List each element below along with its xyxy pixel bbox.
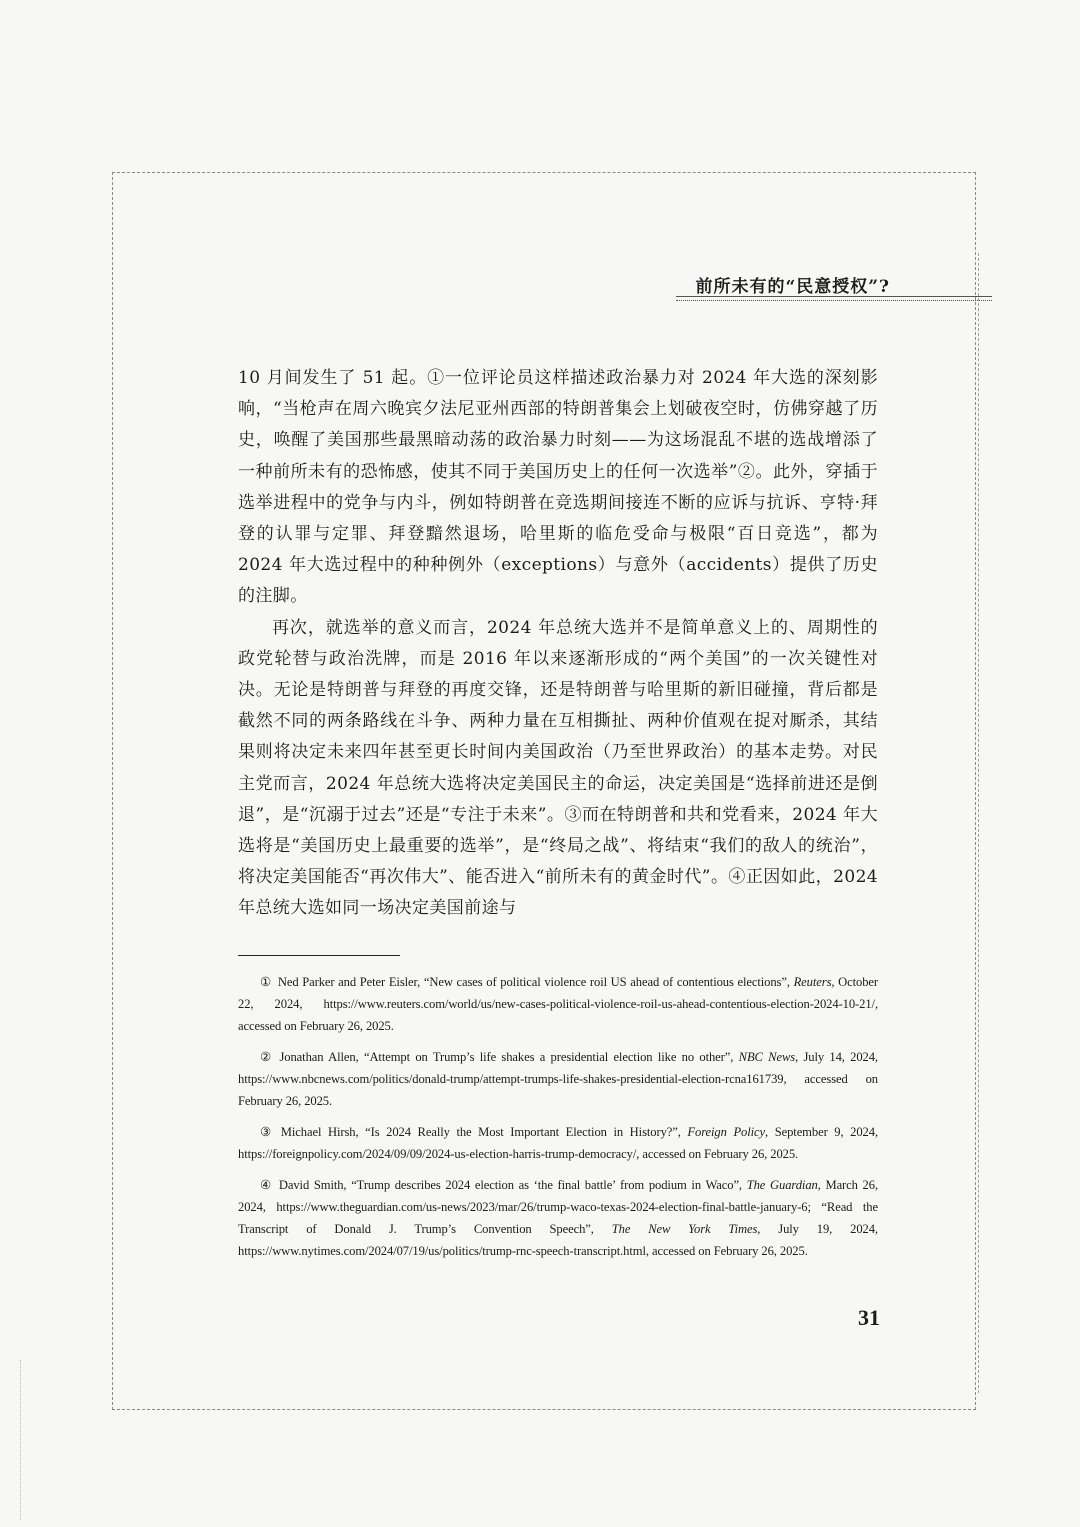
scan-edge-mark [20, 1360, 21, 1520]
source-title: NBC News [738, 1050, 796, 1064]
footnote-number: ② [260, 1050, 274, 1064]
source-title: The Guardian [746, 1178, 818, 1192]
footnote-number: ③ [260, 1125, 275, 1139]
footnote-number: ④ [260, 1178, 273, 1192]
running-head-rule [676, 296, 992, 301]
source-title: Reuters [793, 975, 832, 989]
footnote-number: ① [260, 975, 272, 989]
footnote-3: ③ Michael Hirsh, “Is 2024 Really the Most Important Election in History?”, Foreign Policy, September 9, 2024, https://foreignpolicy.com/2024/09/09/2024-us-election-harris-trump-democracy/, accessed on February 26, 2025. [238, 1125, 878, 1161]
footnote-4: ④ David Smith, “Trump describes 2024 election as ‘the final battle’ from podium in Waco”, The Guardian, March 26, 2024, https://www.theguardian.com/us-news/2023/mar/26/trump-waco-texas-2024-election-final-battle-january-6; “Read the Transcript of Donald J. Trump’s Convention Speech”, The New York Times, July 19, 2024, https://www.nytimes.com/2024/07/19/us/politics/trump-rnc-speech-transcript.html, accessed on February 26, 2025. [238, 1178, 878, 1258]
page-number: 31 [858, 1305, 880, 1330]
footnote-2: ② Jonathan Allen, “Attempt on Trump’s life shakes a presidential election like no other”, NBC News, July 14, 2024, https://www.nbcnews.com/politics/donald-trump/attempt-trumps-life-shakes-presidential-election-rcna161739, accessed on February 26, 2025. [238, 1050, 878, 1108]
body-paragraph: 再次，就选举的意义而言，2024 年总统大选并不是简单意义上的、周期性的政党轮替与政治洗牌，而是 2016 年以来逐渐形成的“两个美国”的一次关键性对决。无论是特朗普与拜登的再度交锋，还是特朗普与哈里斯的新旧碰撞，背后都是截然不同的两条路线在斗争、两种力量在互相撕扯、两种价值观在捉对厮杀，其结果则将决定未来四年甚至更长时间内美国政治（乃至世界政治）的基本走势。对民主党而言，2024 年总统大选将决定美国民主的命运，决定美国是“选择前进还是倒退”，是“沉溺于过去”还是“专注于未来”。③而在特朗普和共和党看来，2024 年大选将是“美国历史上最重要的选举”，是“终局之战”、将结束“我们的敌人的统治”，将决定美国能否“再次伟大”、能否进入“前所未有的黄金时代”。④正因如此，2024 年总统大选如同一场决定美国前途与 [238, 617, 878, 919]
source-title: Foreign Policy [687, 1125, 766, 1139]
source-title: The New York Times [611, 1222, 758, 1236]
footnote-1: ① Ned Parker and Peter Eisler, “New cases of political violence roil US ahead of contentious elections”, Reuters, October 22, 2024, https://www.reuters.com/world/us/new-cases-political-violence-roil-us-ahead-contentious-election-2024-10-21/, accessed on February 26, 2025. [238, 975, 878, 1033]
footnote-separator [238, 955, 400, 956]
running-head-title: 前所未有的“民意授权”? [695, 277, 890, 297]
footnotes [238, 971, 878, 1271]
body-paragraph: 10 月间发生了 51 起。①一位评论员这样描述政治暴力对 2024 年大选的深刻影响，“当枪声在周六晚宾夕法尼亚州西部的特朗普集会上划破夜空时，仿佛穿越了历史，唤醒了美国那些最黑暗动荡的政治暴力时刻——为这场混乱不堪的选战增添了一种前所未有的恐怖感，使其不同于美国历史上的任何一次选举”②。此外，穿插于选举进程中的党争与内斗，例如特朗普在竞选期间接连不断的应诉与抗诉、亨特·拜登的认罪与定罪、拜登黯然退场，哈里斯的临危受命与极限“百日竞选”，都为 2024 年大选过程中的种种例外（exceptions）与意外（accidents）提供了历史的注脚。 [238, 368, 878, 607]
body-text [238, 363, 878, 925]
